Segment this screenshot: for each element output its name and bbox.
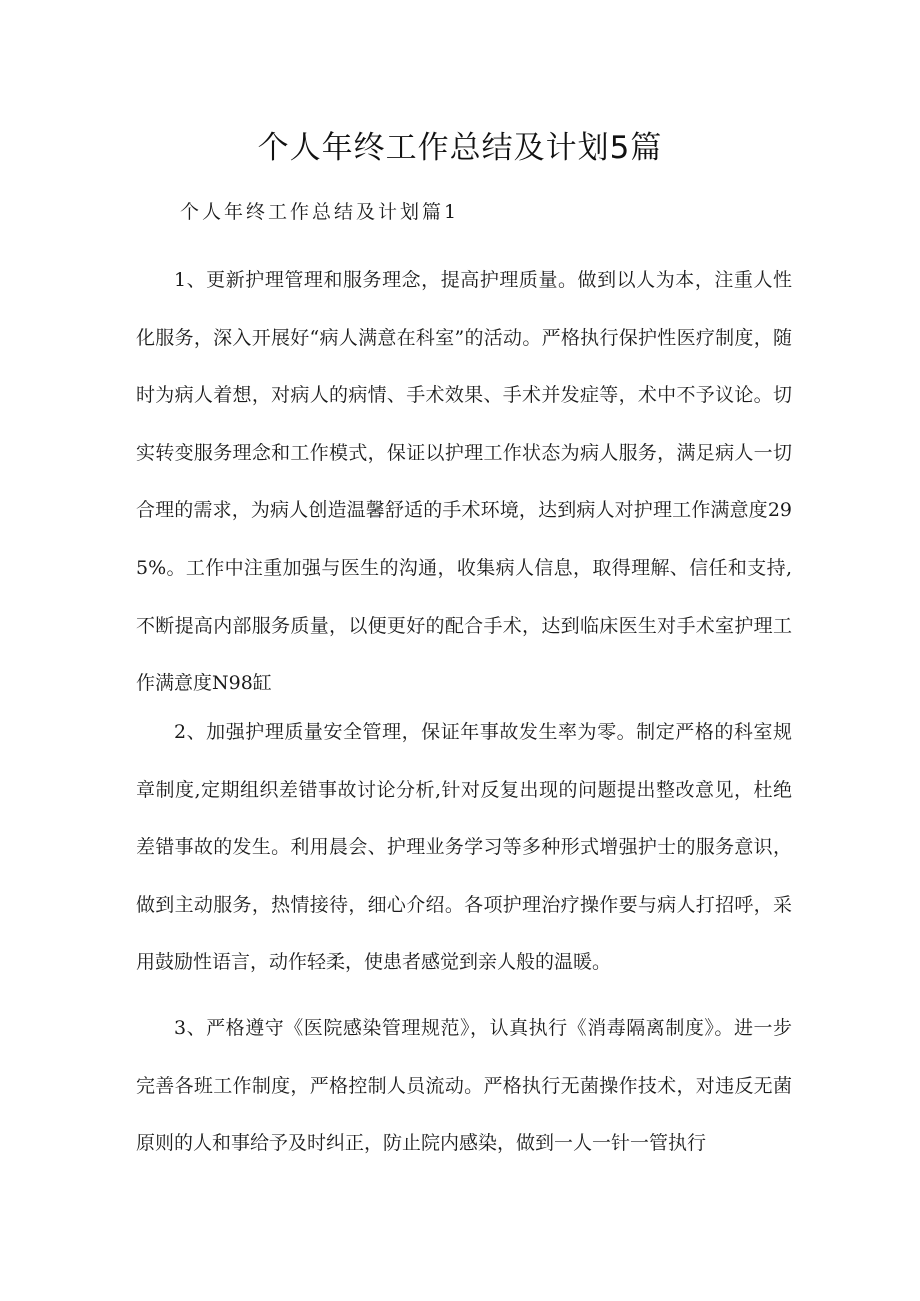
paragraph-1: 1、更新护理管理和服务理念，提高护理质量。做到以人为本，注重人性化服务，深入开展好“病人满意在科室”的活动。严格执行保护性医疗制度，随时为病人着想，对病人的病情、手术效果、手术并发症等，术中不予议论。切实转变服务理念和工作模式，保证以护理工作状态为病人服务，满足病人一切合理的需求，为病人创造温馨舒适的手术环境，达到病人对护理工作满意度295%。工作中注重加强与医生的沟通，收集病人信息，取得理解、信任和支持,不断提高内部服务质量，以便更好的配合手术，达到临床医生对手术室护理工作满意度N98缸 [136,269,792,695]
document-title: 个人年终工作总结及计划5篇 [257,130,663,166]
paragraph-2: 2、加强护理质量安全管理，保证年事故发生率为零。制定严格的科室规章制度,定期组织差错事故讨论分析,针对反复出现的问题提出整改意见，杜绝差错事故的发生。利用晨会、护理业务学习等多种形式增强护士的服务意识，做到主动服务，热情接待，细心介绍。各项护理治疗操作要与病人打招呼，采用鼓励性语言，动作轻柔，使患者感觉到亲人般的温暖。 [136,721,792,974]
paragraph-3: 3、严格遵守《医院感染管理规范》，认真执行《消毒隔离制度》。进一步完善各班工作制度，严格控制人员流动。严格执行无菌操作技术，对违反无菌原则的人和事给予及时纠正，防止院内感染，做到一人一针一管执行 [136,1017,792,1155]
section-heading: 个人年终工作总结及计划篇1 [180,201,460,223]
